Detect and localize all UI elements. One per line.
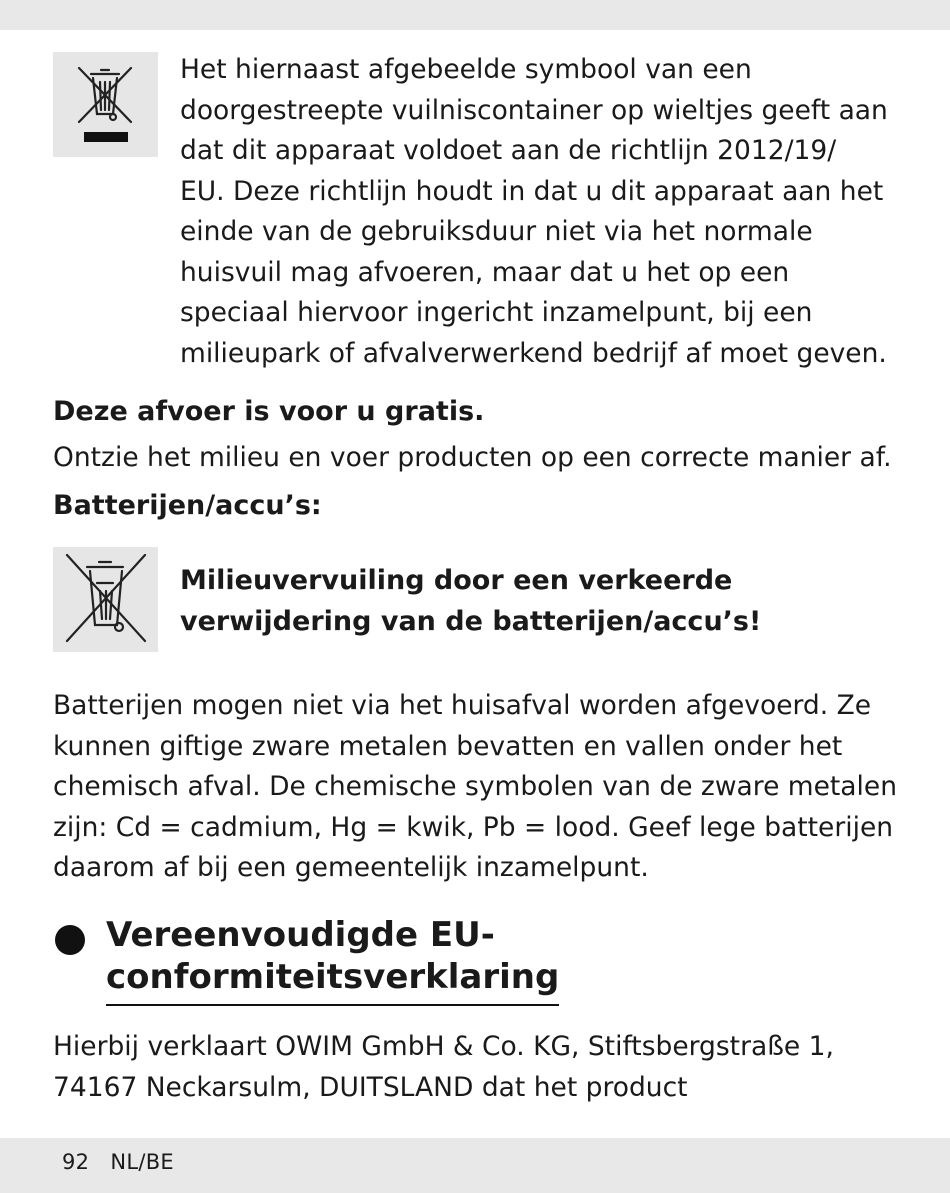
crossed-out-wheelie-bin-icon — [53, 52, 158, 157]
eu-conformity-paragraph — [53, 1027, 913, 1108]
top-band — [0, 0, 950, 30]
text-line: kunnen giftige zware metalen bevatten en vallen onder het — [53, 730, 843, 762]
text-line: einde van de gebruiksduur niet via het normale — [180, 216, 813, 247]
heading-line: Vereenvoudigde EU- — [106, 915, 495, 955]
text-line: daarom af bij een gemeentelijk inzamelpunt. — [53, 852, 649, 883]
text-line: EU. Deze richtlijn houdt in dat u dit apparaat aan het — [180, 175, 884, 207]
text-line: doorgestreepte vuilniscontainer op wieltjes geeft aan — [180, 94, 888, 126]
section-bullet-icon — [55, 925, 85, 955]
eu-conformity-heading — [106, 914, 559, 1006]
heading-line: conformiteitsverklaring — [106, 957, 560, 997]
free-disposal-heading: Deze afvoer is voor u gratis. — [53, 396, 485, 427]
text-line: Hierbij verklaart OWIM GmbH & Co. KG, Stiftsbergstraße 1, — [53, 1031, 834, 1062]
text-line: speciaal hiervoor ingericht inzamelpunt, bij een — [180, 297, 813, 328]
weee-paragraph — [180, 50, 888, 374]
battery-heading: Batterijen/accu’s: — [53, 490, 322, 521]
text-line: milieupark of afvalverwerkend bedrijf af moet geven. — [180, 337, 887, 369]
text-line: huisvuil mag afvoeren, maar dat u het op een — [180, 256, 790, 288]
text-line: Batterijen mogen niet via het huisafval worden afgevoerd. Ze — [53, 690, 872, 721]
crossed-out-battery-bin-icon — [53, 547, 158, 652]
page-number: 92 — [62, 1150, 90, 1174]
text-line: Het hiernaast afgebeelde symbool van een — [180, 54, 752, 85]
text-line: chemisch afval. De chemische symbolen van de zware metalen — [53, 771, 898, 802]
battery-paragraph — [53, 686, 913, 889]
environment-paragraph: Ontzie het milieu en voer producten op een correcte manier af. — [53, 442, 892, 473]
battery-warning — [180, 561, 900, 642]
warning-line: verwijdering van de batterijen/accu’s! — [180, 605, 762, 637]
warning-line: Milieuvervuiling door een verkeerde — [180, 565, 733, 596]
text-line: zijn: Cd = cadmium, Hg = kwik, Pb = lood. Geef lege batterijen — [53, 811, 894, 843]
text-line: dat dit apparaat voldoet aan de richtlijn 2012/19/ — [180, 135, 837, 166]
text-line: 74167 Neckarsulm, DUITSLAND dat het product — [53, 1071, 688, 1103]
language-code: NL/BE — [110, 1150, 174, 1174]
footer — [62, 1150, 188, 1174]
